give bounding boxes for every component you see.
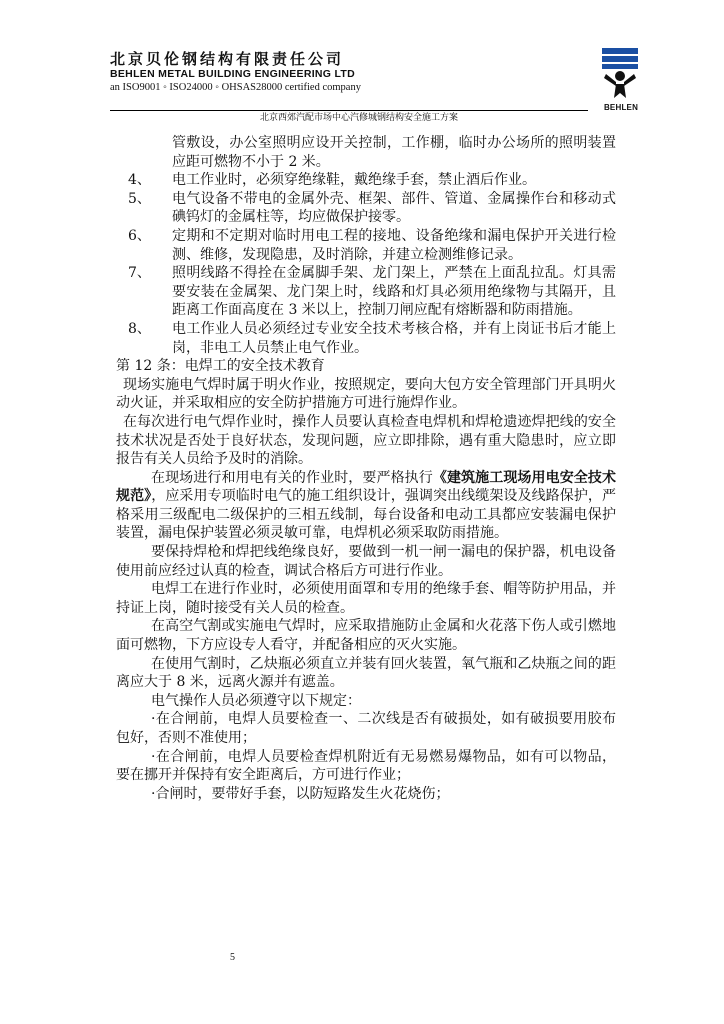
list-item-text: 电工作业人员必须经过专业安全技术考核合格，并有上岗证书后才能上岗，非电工人员禁止电气作业。 <box>172 320 616 356</box>
header-divider <box>110 110 588 111</box>
list-item-text: 电工作业时，必须穿绝缘鞋，戴绝缘手套，禁止酒后作业。 <box>172 172 536 189</box>
list-item-number: 7、 <box>128 265 151 282</box>
certifications: an ISO9001 ◦ ISO24000 ◦ OHSAS28000 certified company <box>110 82 361 93</box>
list-item <box>128 320 616 357</box>
list-item <box>128 227 616 264</box>
list-item <box>128 171 616 190</box>
bullet-item: ·合闸时，要带好手套，以防短路发生火花烧伤； <box>151 785 450 802</box>
list-item-text: 定期和不定期对临时用电工程的接地、设备绝缘和漏电保护开关进行检测、维修，发现隐患，及时消除，并建立检测维修记录。 <box>172 227 616 263</box>
list-item-number: 8、 <box>128 320 151 337</box>
logo-wordmark: BEHLEN <box>603 103 639 112</box>
regulation-title: 《建筑施工现场用电安全技术规范》 <box>116 469 616 505</box>
list-item <box>128 264 616 320</box>
paragraph <box>116 469 616 543</box>
list-item-text: 电气设备不带电的金属外壳、框架、部件、管道、金属操作台和移动式碘钨灯的金属柱等，均应做保护接零。 <box>172 190 616 226</box>
list-item-number: 5、 <box>128 190 151 207</box>
paragraph: 现场实施电气焊时属于明火作业，按照规定，要向大包方安全管理部门开具明火动火证，并采取相应的安全防护措施方可进行施焊作业。 <box>116 376 616 412</box>
paragraph-text: ，应采用专项临时电气的施工组织设计，强调突出线缆架设及线路保护，严格采用三级配电二级保护的三相五线制，每台设备和电动工具都应安装漏电保护装置，漏电保护装置必须灵敏可靠，电焊机必须采取防雨措施。 <box>116 488 617 542</box>
document-title: 北京西郊汽配市场中心汽修城钢结构安全施工方案 <box>260 113 459 123</box>
bullet-item: ·在合闸前，电焊人员要检查一、二次线是否有破损处，如有破损要用胶布包好，否则不准使用； <box>116 711 616 746</box>
page-number: 5 <box>230 952 235 963</box>
paragraph: 要保持焊枪和焊把线绝缘良好，要做到一机一闸一漏电的保护器，机电设备使用前应经过认真的检查，调试合格后方可进行作业。 <box>116 544 616 579</box>
continued-item-text: 管敷设，办公室照明应设开关控制，工作棚，临时办公场所的照明装置应距可燃物不小于 2 米。 <box>172 135 616 170</box>
list-item-text: 照明线路不得拴在金属脚手架、龙门架上，严禁在上面乱拉乱。灯具需要安装在金属架、龙门架上时，线路和灯具必须用绝缘物与其隔开，且距离工作面高度在 3 米以上，控制刀闸应配有熔断器和防雨措施。 <box>172 265 616 319</box>
company-name-cn: 北京贝伦钢结构有限责任公司 <box>110 50 345 68</box>
list-item <box>128 190 616 227</box>
paragraph: 电焊工在进行作业时，必须使用面罩和专用的绝缘手套、帽等防护用品，并持证上岗，随时接受有关人员的检查。 <box>116 581 616 616</box>
bullet-item: ·在合闸前，电焊人员要检查焊机附近有无易燃易爆物品，如有可以物品，要在挪开并保持有安全距离后，方可进行作业； <box>116 748 616 784</box>
letterhead <box>110 50 630 95</box>
list-item-number: 6、 <box>128 227 151 244</box>
paragraph: 电气操作人员必须遵守以下规定： <box>151 692 361 709</box>
paragraph: 在使用气割时，乙炔瓶必须直立并装有回火装置，氧气瓶和乙炔瓶之间的距离应大于 8 米，远离火源并有遮盖。 <box>116 655 616 691</box>
section-heading: 第 12 条：电焊工的安全技术教育 <box>116 358 325 375</box>
company-name-en: BEHLEN METAL BUILDING ENGINEERING LTD <box>110 68 356 80</box>
paragraph: 在高空气割或实施电气焊时，应采取措施防止金属和火花落下伤人或引燃地面可燃物，下方应设专人看守，并配备相应的灭火实施。 <box>116 618 616 654</box>
list-item-number: 4、 <box>128 172 151 189</box>
paragraph: 在每次进行电气焊作业时，操作人员要认真检查电焊机和焊枪遗迹焊把线的安全技术状况是否处于良好状态，发现问题，应立即排除，遇有重大隐患时，应立即报告有关人员给予及时的消除。 <box>116 413 616 468</box>
paragraph-text: 在现场进行和用电有关的作业时，要严格执行 <box>151 469 433 486</box>
document-body <box>116 134 617 803</box>
behlen-logo-icon <box>596 46 644 102</box>
